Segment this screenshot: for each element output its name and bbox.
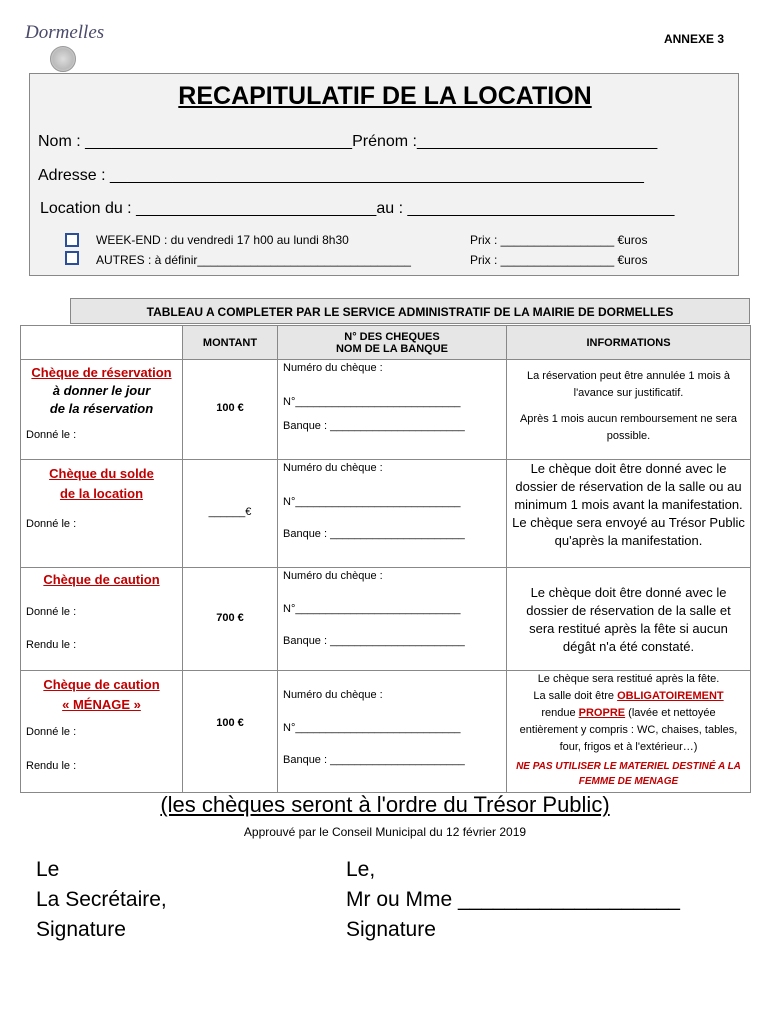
header-cheques-line2: NOM DE LA BANQUE [335, 342, 449, 355]
row-title2: « MÉNAGE » [62, 697, 141, 712]
admin-table-banner: TABLEAU A COMPLETER PAR LE SERVICE ADMINISTRATIF DE LA MAIRIE DE DORMELLES [70, 298, 750, 324]
row-title: Chèque de réservation [31, 365, 172, 380]
donne-label: Donné le : [26, 726, 77, 738]
montant-value: 100 € [216, 402, 244, 414]
cheque-cell [278, 360, 507, 460]
banque-field[interactable]: Banque : ______________________ [283, 528, 465, 540]
row-label-cell [21, 568, 183, 671]
montant-cell [183, 568, 278, 671]
logo-text: Dormelles [25, 22, 105, 43]
weekend-prix-field[interactable]: Prix : _________________ €uros [470, 233, 648, 247]
header-cheques-line1: N° DES CHEQUES [344, 330, 440, 343]
propre-text: PROPRE [578, 707, 626, 719]
montant-cell [183, 460, 278, 568]
row-label-cell [21, 460, 183, 568]
nom-prenom-field[interactable]: Nom : ______________________________Prénom :___________________________ [38, 133, 658, 150]
row-title: Chèque du solde [49, 466, 154, 481]
autres-checkbox[interactable] [65, 251, 79, 265]
town-logo [25, 18, 103, 72]
row-title: Chèque de caution [43, 572, 160, 587]
cheque-cell [278, 460, 507, 568]
numero-label: Numéro du chèque : [283, 689, 383, 701]
rendu-label: Rendu le : [26, 639, 77, 651]
banque-field[interactable]: Banque : ______________________ [283, 635, 465, 647]
info-cell [507, 460, 751, 568]
header-empty [21, 326, 183, 360]
row-sub2: de la réservation [49, 401, 154, 416]
tresor-note: (les chèques seront à l'ordre du Trésor Public) [160, 792, 610, 817]
weekend-label: WEEK-END : du vendredi 17 h00 au lundi 8h30 [96, 233, 349, 247]
row-sub1: à donner le jour [52, 383, 151, 398]
montant-value: 100 € [216, 717, 244, 729]
adresse-field[interactable]: Adresse : ____________________________________________________________ [38, 167, 644, 184]
row-label-cell [21, 360, 183, 460]
cheque-cell [278, 568, 507, 671]
info-text-b: La salle doit être [533, 690, 618, 702]
header-cheques [278, 326, 507, 360]
donne-label: Donné le : [26, 606, 77, 618]
page-title: RECAPITULATIF DE LA LOCATION [178, 82, 592, 110]
numero-field[interactable]: N°___________________________ [283, 396, 461, 408]
table-row [21, 460, 751, 568]
seal-icon [50, 46, 76, 72]
warning-text: NE PAS UTILISER LE MATERIEL DESTINÉ A LA FEMME DE MENAGE [516, 761, 741, 787]
numero-label: Numéro du chèque : [283, 462, 383, 474]
right-le: Le, [346, 858, 376, 881]
header-informations: INFORMATIONS [507, 326, 751, 360]
cheque-cell [278, 671, 507, 793]
row-title: Chèque de caution [43, 677, 160, 692]
left-signature: Signature [36, 918, 126, 941]
info-text-f: (lavée et nettoyée entièrement y compris : WC, chaises, tables, four, frigos et à l'extérieur…) [519, 707, 738, 753]
approval-note: Approuvé par le Conseil Municipal du 12 février 2019 [243, 825, 527, 839]
numero-field[interactable]: N°___________________________ [283, 496, 461, 508]
montant-cell [183, 360, 278, 460]
table-row [21, 568, 751, 671]
right-signature: Signature [346, 918, 436, 941]
numero-field[interactable]: N°___________________________ [283, 603, 461, 615]
numero-label: Numéro du chèque : [283, 570, 383, 582]
donne-label: Donné le : [26, 429, 77, 441]
left-le: Le [36, 858, 60, 881]
weekend-checkbox[interactable] [65, 233, 79, 247]
info-cell [507, 360, 751, 460]
autres-field[interactable]: AUTRES : à définir________________________________ [96, 253, 411, 267]
numero-label: Numéro du chèque : [283, 362, 383, 374]
rendu-label: Rendu le : [26, 760, 77, 772]
table-row [21, 360, 751, 460]
info-text-2: Après 1 mois aucun remboursement ne sera possible. [519, 413, 738, 442]
row-title2: de la location [59, 486, 144, 501]
info-text-1: La réservation peut être annulée 1 mois à l'avance sur justificatif. [526, 370, 731, 399]
location-dates-field[interactable]: Location du : ___________________________au : ______________________________ [40, 200, 675, 217]
banque-field[interactable]: Banque : ______________________ [283, 754, 465, 766]
info-text: Le chèque doit être donné avec le dossier de réservation de la salle ou au minimum 1 mois avant la manifestation. Le chèque sera envoyé au Trésor Public qu'après la manifestation. [512, 461, 745, 548]
montant-value: 700 € [216, 612, 244, 624]
banque-field[interactable]: Banque : ______________________ [283, 420, 465, 432]
obligatoirement-text: OBLIGATOIREMENT [617, 690, 724, 702]
cheques-table [20, 325, 751, 793]
autres-prix-field[interactable]: Prix : _________________ €uros [470, 253, 648, 267]
montant-cell [183, 671, 278, 793]
info-text-a: Le chèque sera restitué après la fête. [537, 673, 720, 685]
info-text-d: rendue [541, 707, 579, 719]
montant-value[interactable]: ______€ [208, 506, 252, 518]
left-secretaire: La Secrétaire, [36, 888, 167, 911]
numero-field[interactable]: N°___________________________ [283, 722, 461, 734]
info-cell [507, 568, 751, 671]
header-montant: MONTANT [183, 326, 278, 360]
annexe-label: ANNEXE 3 [663, 32, 724, 46]
donne-label: Donné le : [26, 518, 77, 530]
info-text: Le chèque doit être donné avec le dossier de réservation de la salle et sera restitué après la fête si aucun dégât n'a été constaté. [526, 585, 731, 654]
table-row [21, 671, 751, 793]
right-mr-mme-field[interactable]: Mr ou Mme ___________________ [346, 888, 680, 911]
info-cell [507, 671, 751, 793]
row-label-cell [21, 671, 183, 793]
